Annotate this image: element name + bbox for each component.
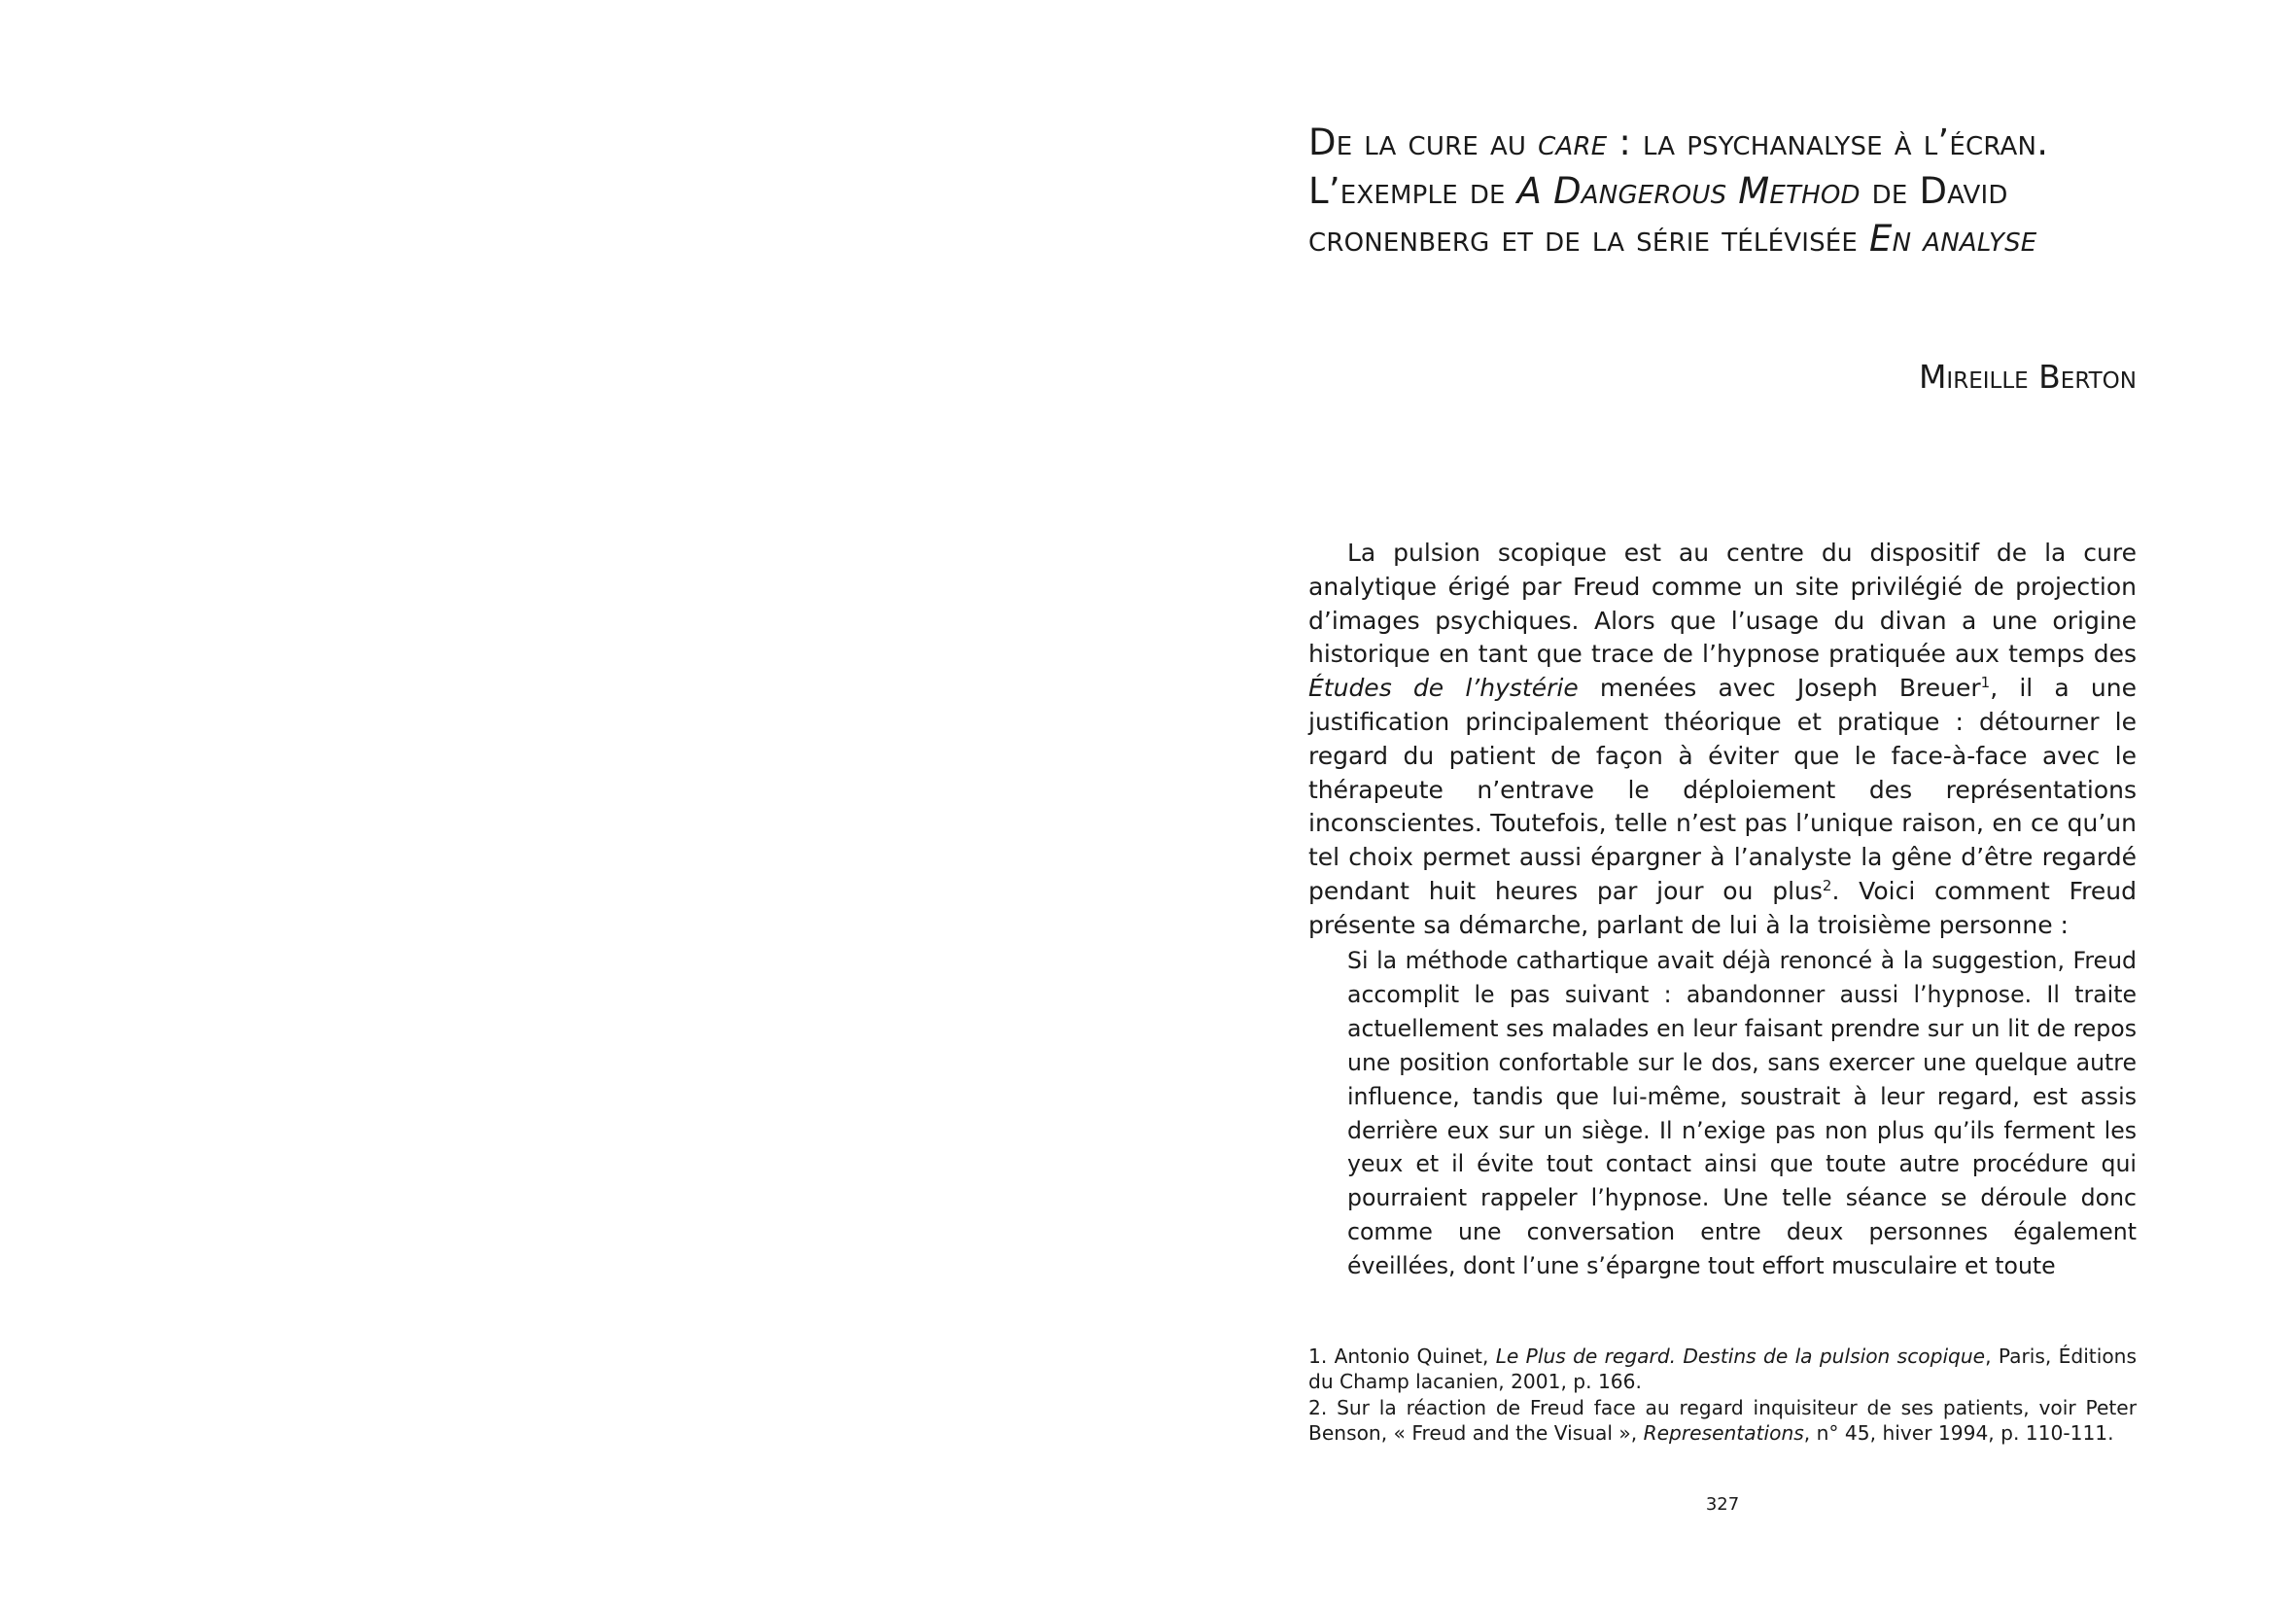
chapter-title: De la cure au care : la psychanalyse à l’écran. L’exemple de A Dangerous Method de David cronenberg et de la série télévisée En analyse — [1308, 122, 2049, 260]
footnote-ref-1: 1 — [1980, 674, 1991, 692]
body-text — [1308, 537, 2137, 943]
block-quote — [1347, 944, 2137, 1283]
page-number: 327 — [1705, 1494, 1740, 1515]
footnotes — [1308, 1344, 2137, 1446]
footnote-2: 2. Sur la réaction de Freud face au regard inquisiteur de ses patients, voir Peter Benson, « Freud and the Visual », Representations, n° 45, hiver 1994, p. 110-111. — [1308, 1395, 2137, 1445]
footnote-1: 1. Antonio Quinet, Le Plus de regard. Destins de la pulsion scopique, Paris, Éditions du Champ lacanien, 2001, p. 166. — [1308, 1345, 2137, 1394]
footnote-ref-2: 2 — [1822, 876, 1832, 894]
quote-text: Si la méthode cathartique avait déjà renoncé à la suggestion, Freud accomplit le pas suivant : abandonner aussi l’hypnose. Il traite actuellement ses malades en leur faisant prendre sur un lit de repos une position confortable sur le dos, sans exercer une quelque autre influence, tandis que lui-même, soustrait à leur regard, est assis derrière eux sur un siège. Il n’exige pas non plus qu’ils ferment les yeux et il évite tout contact ainsi que toute autre procédure qui pourraient rappeler l’hypnose. Une telle séance se déroule donc comme une conversation entre deux personnes également éveillées, dont l’une s’épargne tout effort musculaire et toute — [1347, 947, 2137, 1280]
author-name: Mireille Berton — [1918, 358, 2137, 396]
body-paragraph: La pulsion scopique est au centre du dispositif de la cure analytique érigé par Freud comme un site privilégié de projection d’images psychiques. Alors que l’usage du divan a une origine historique en tant que trace de l’hypnose pratiquée aux temps des Études de l’hystérie menées avec Joseph Breuer$^1$, il a une justification principalement théorique et pratique : détourner le regard du patient de façon à éviter que le face-à-face avec le thérapeute n’entrave le déploiement des représentations inconscientes. Toutefois, telle n’est pas l’unique raison, en ce qu’un tel choix permet aussi épargner à l’analyste la gêne d’être regardé pendant huit heures par jour ou plus$^2$. Voici comment Freud présente sa démarche, parlant de lui à la troisième personne : — [1308, 539, 2137, 939]
